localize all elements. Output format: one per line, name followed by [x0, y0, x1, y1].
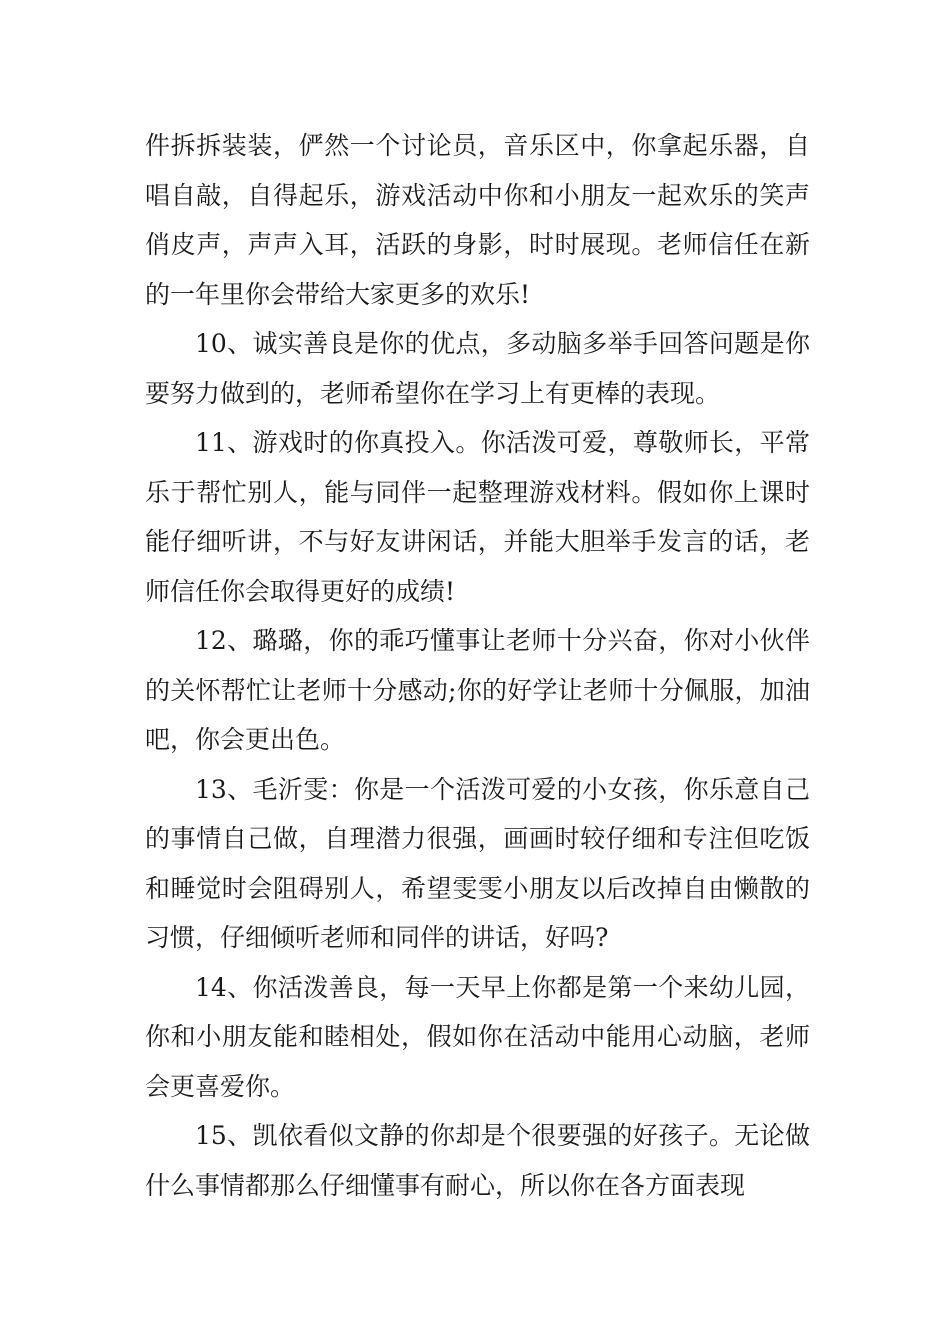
paragraph-9-continued: 件拆拆装装，俨然一个讨论员，音乐区中，你拿起乐器，自唱自敲，自得起乐，游戏活动中你和小朋友一起欢乐的笑声俏皮声，声声入耳，活跃的身影，时时展现。老师信任在新的一年里你会带给大家更多的欢乐! [145, 131, 810, 309]
paragraph-10: 10、诚实善良是你的优点，多动脑多举手回答问题是你要努力做到的，老师希望你在学习上有更棒的表现。 [145, 329, 810, 408]
paragraph-14: 14、你活泼善良，每一天早上你都是第一个来幼儿园，你和小朋友能和睦相处，假如你在活动中能用心动脑，老师会更喜爱你。 [145, 972, 810, 1101]
paragraph-15: 15、凯依看似文静的你却是个很要强的好孩子。无论做什么事情都那么仔细懂事有耐心，所以你在各方面表现 [145, 1121, 810, 1200]
paragraph-12: 12、璐璐，你的乖巧懂事让老师十分兴奋，你对小伙伴的关怀帮忙让老师十分感动;你的好学让老师十分佩服，加油吧，你会更出色。 [145, 626, 810, 754]
paragraph-13: 13、毛沂雯：你是一个活泼可爱的小女孩，你乐意自己的事情自己做，自理潜力很强，画画时较仔细和专注但吃饭和睡觉时会阻碍别人，希望雯雯小朋友以后改掉自由懒散的习惯，仔细倾听老师和同伴的讲话，好吗? [145, 774, 810, 952]
document-body [145, 121, 810, 1210]
paragraph-11: 11、游戏时的你真投入。你活泼可爱，尊敬师长，平常乐于帮忙别人，能与同伴一起整理游戏材料。假如你上课时能仔细听讲，不与好友讲闲话，并能大胆举手发言的话，老师信任你会取得更好的成绩! [145, 428, 810, 606]
